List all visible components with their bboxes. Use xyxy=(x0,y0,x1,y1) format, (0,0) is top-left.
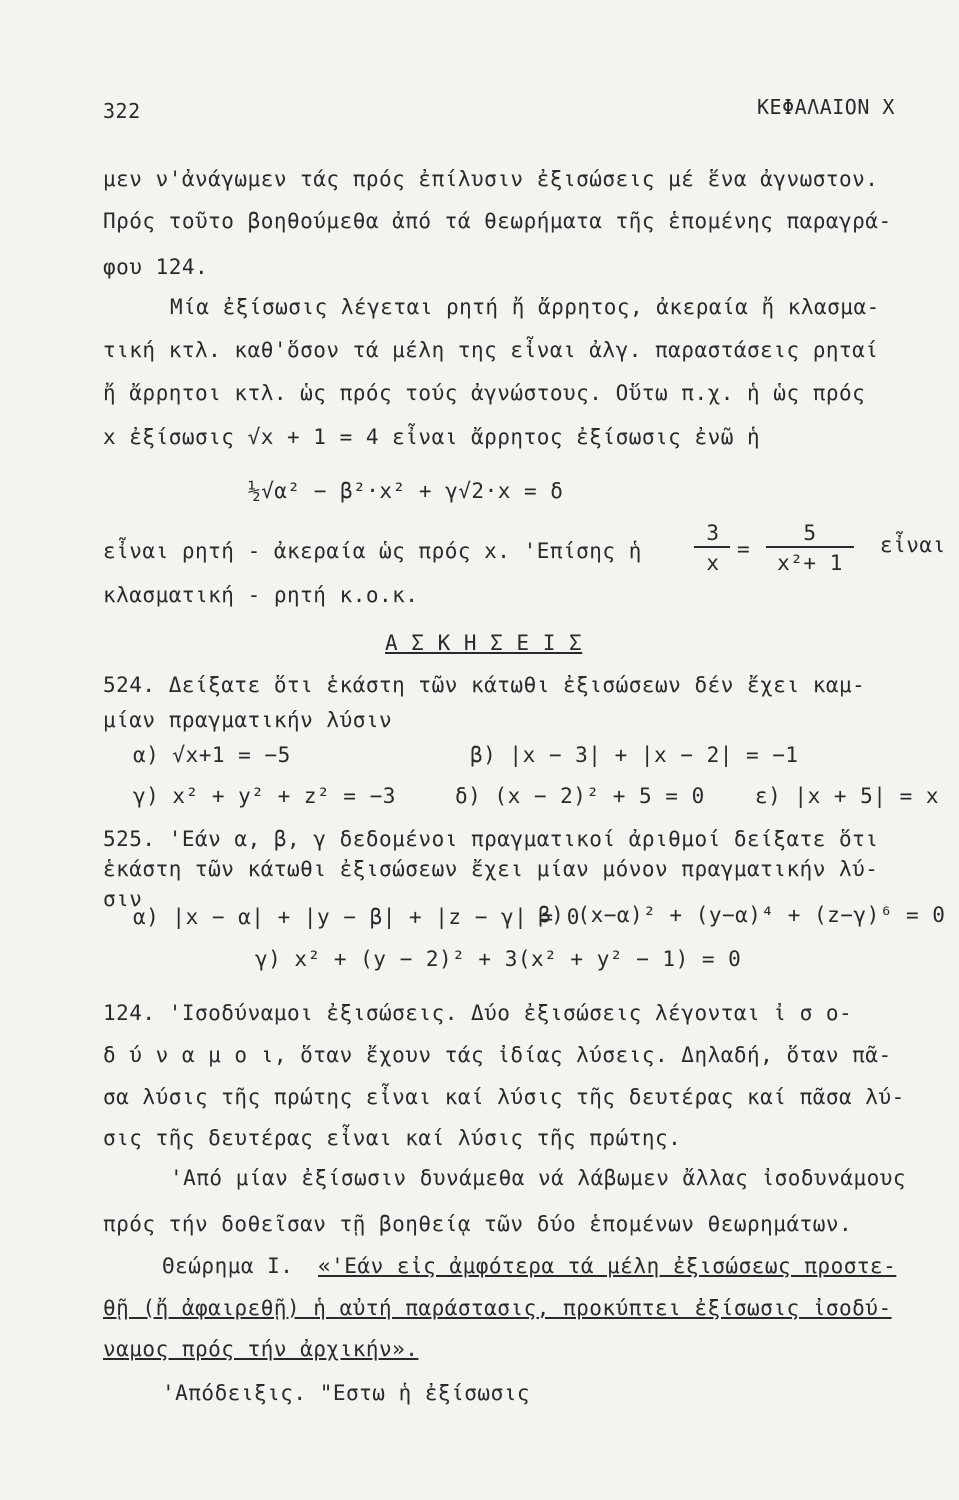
chapter-heading: ΚΕΦΑΛΑΙΟΝ Χ xyxy=(757,95,895,119)
section-124-line: σις τῆς δευτέρας εἶναι καί λύσις τῆς πρώτης. xyxy=(103,1126,682,1150)
section-124-line: σα λύσις τῆς πρώτης εἶναι καί λύσις τῆς δευτέρας καί πᾶσα λύ- xyxy=(103,1085,905,1109)
text-line: κλασματική - ρητή κ.ο.κ. xyxy=(103,583,419,607)
text-line: φου 124. xyxy=(103,255,209,279)
fraction-numerator: 5 xyxy=(803,521,817,545)
exercise-524-e: ε) |x + 5| = x xyxy=(755,784,940,808)
fraction-denominator: x²+ 1 xyxy=(777,551,843,575)
fraction-denominator: x xyxy=(706,551,720,575)
exercise-524-line: μίαν πραγματικήν λύσιν xyxy=(103,708,393,732)
text-line: ἤ ἄρρητοι κτλ. ὡς πρός τούς ἀγνώστους. Οὕτω π.χ. ἡ ὡς πρός xyxy=(103,381,866,405)
exercise-524-line: 524. Δείξατε ὅτι ἑκάστη τῶν κάτωθι ἐξισώσεων δέν ἔχει καμ- xyxy=(103,673,866,697)
theorem-text: «'Εάν εἰς ἀμφότερα τά μέλη ἐξισώσεως προστε- xyxy=(318,1254,897,1278)
fraction-numerator: 3 xyxy=(706,521,720,545)
exercise-524-b: β) |x − 3| + |x − 2| = −1 xyxy=(470,743,799,767)
fraction-bar xyxy=(766,546,854,548)
section-124-line: 124. 'Ισοδύναμοι ἐξισώσεις. Δύο ἐξισώσεις λέγονται ἰ σ ο- xyxy=(103,1001,853,1025)
equation: ½√α² − β²·x² + γ√2·x = δ xyxy=(248,479,564,503)
exercises-title: Α Σ Κ Η Σ Ε Ι Σ xyxy=(385,631,583,655)
text-line: εἶναι xyxy=(880,533,946,557)
exercise-525-line: σιν xyxy=(103,887,143,911)
exercise-525-line: 525. 'Εάν α, β, γ δεδομένοι πραγματικοί ἀριθμοί δείξατε ὅτι xyxy=(103,827,879,851)
text-line: 'Από μίαν ἐξίσωσιν δυνάμεθα νά λάβωμεν ἄλλας ἰσοδυνάμους xyxy=(170,1166,907,1190)
text-line: τική κτλ. καθ'ὅσον τά μέλη της εἶναι ἀλγ. παραστάσεις ρηταί xyxy=(103,338,879,362)
exercise-524-a: α) √x+1 = −5 xyxy=(133,743,291,767)
theorem-text: ναμος πρός τήν ἀρχικήν». xyxy=(103,1337,419,1361)
exercise-525-c: γ) x² + (y − 2)² + 3(x² + y² − 1) = 0 xyxy=(255,947,742,971)
theorem-text: θῇ (ἤ ἀφαιρεθῇ) ἡ αὐτή παράστασις, προκύπτει ἐξίσωσις ἰσοδύ- xyxy=(103,1296,892,1320)
exercise-525-line: ἑκάστη τῶν κάτωθι ἐξισώσεων ἔχει μίαν μόνον πραγματικήν λύ- xyxy=(103,857,879,881)
proof-line: 'Απόδειξις. "Εστω ἡ ἐξίσωσις xyxy=(162,1381,531,1405)
equals-sign: = xyxy=(737,537,751,561)
page-number: 322 xyxy=(103,99,141,123)
text-line: Πρός τοῦτο βοηθούμεθα ἀπό τά θεωρήματα τῆς ἑπομένης παραγρά- xyxy=(103,209,892,233)
text-line: εἶναι ρητή - ἀκεραία ὡς πρός x. 'Επίσης ἡ xyxy=(103,539,642,563)
text-line: x ἐξίσωσις √x + 1 = 4 εἶναι ἄρρητος ἐξίσωσις ἐνῶ ἡ xyxy=(103,425,761,449)
text-line: Μία ἐξίσωσις λέγεται ρητή ἤ ἄρρητος, ἀκεραία ἤ κλασμα- xyxy=(170,295,880,319)
theorem-label: Θεώρημα Ι. xyxy=(162,1254,294,1278)
exercise-524-c: γ) x² + y² + z² = −3 xyxy=(133,784,396,808)
exercise-525-b: β) (x−α)² + (y−α)⁴ + (z−γ)⁶ = 0 xyxy=(538,903,946,927)
text-line: μεν ν'ἀνάγωμεν τάς πρός ἐπίλυσιν ἐξισώσεις μέ ἕνα ἀγνωστον. xyxy=(103,167,879,191)
exercise-524-d: δ) (x − 2)² + 5 = 0 xyxy=(455,784,705,808)
fraction-bar xyxy=(694,546,730,548)
exercise-525-a: α) |x − α| + |y − β| + |z − γ| = 0 xyxy=(133,905,580,929)
text-line: πρός τήν δοθεῖσαν τῇ βοηθείᾳ τῶν δύο ἑπομένων θεωρημάτων. xyxy=(103,1212,853,1236)
section-124-line: δ ύ ν α μ ο ι, ὅταν ἔχουν τάς ἰδίας λύσεις. Δηλαδή, ὅταν πᾶ- xyxy=(103,1043,892,1067)
